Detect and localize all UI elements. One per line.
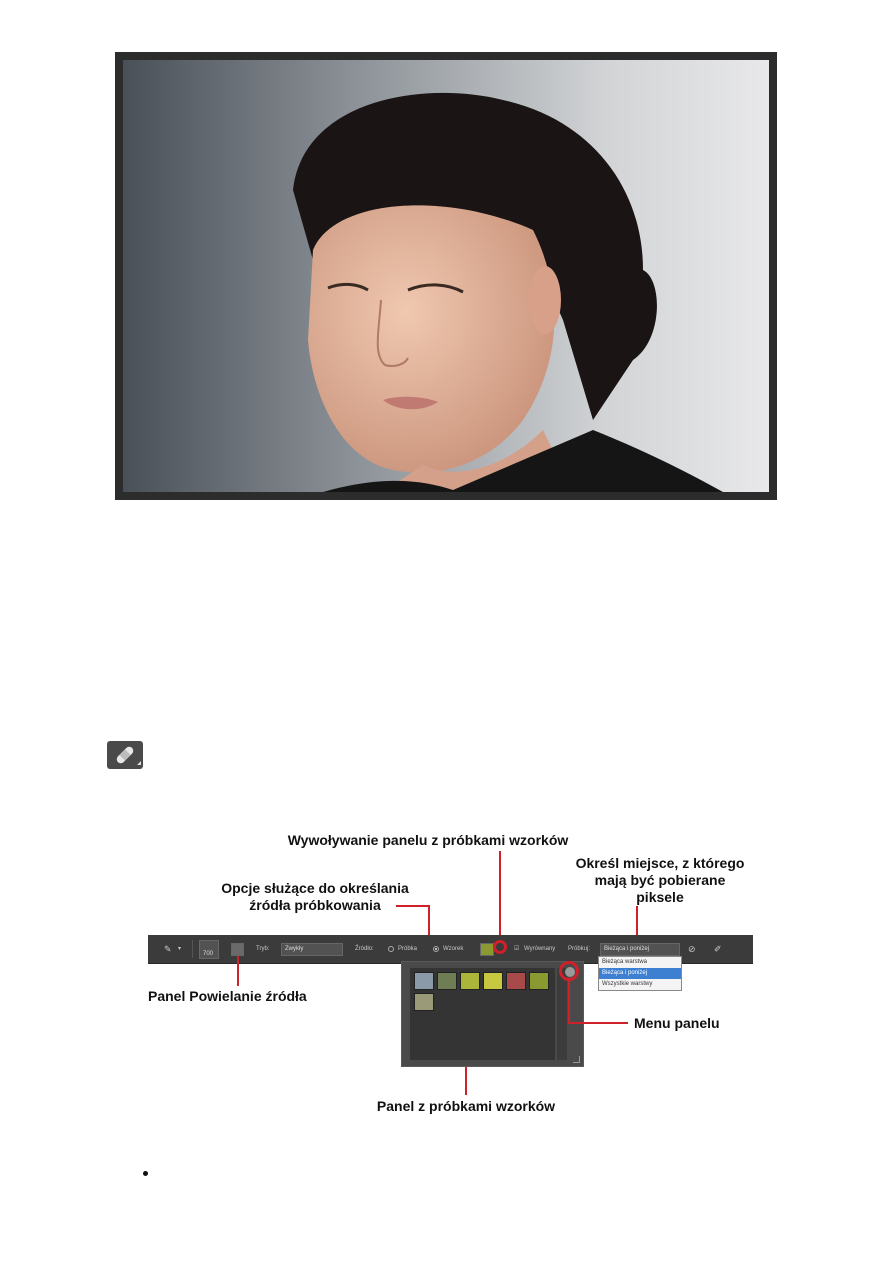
portrait-photo [115,52,777,500]
source-pattern-radio[interactable] [433,946,439,952]
callout-line [568,1022,628,1024]
resize-grip[interactable] [573,1056,580,1063]
sample-label: Próbkuj: [568,946,591,952]
callout-source-options [200,880,430,914]
callout-line-1: Określ miejsce, z którego [575,855,745,871]
brush-size-field[interactable]: 700 [199,940,219,959]
callout-line-2: źródła próbkowania [249,897,381,913]
pattern-swatch[interactable] [414,972,434,990]
highlight-ring [493,940,507,954]
ignore-adjustment-icon[interactable]: ⊘ [688,944,696,954]
callout-line-1: Opcje służące do określania [221,880,409,896]
sample-select[interactable]: Bieżąca i poniżej [600,943,680,956]
callout-line [428,905,430,937]
pattern-swatch[interactable] [506,972,526,990]
callout-line-2: mają być pobierane [594,872,726,888]
pattern-swatch[interactable] [483,972,503,990]
highlight-ring [559,961,579,981]
mode-label: Tryb: [256,946,270,952]
dropdown-option-selected[interactable]: Bieżąca i poniżej [599,968,681,979]
dropdown-option[interactable]: Bieżąca warstwa [602,959,648,965]
callout-line [396,905,430,907]
dropdown-option[interactable]: Wszystkie warstwy [602,981,653,987]
pattern-swatch-panel [401,961,584,1067]
callout-sample-location [565,855,755,906]
source-sample-label: Próbka [398,946,418,952]
callout-line-3: piksele [636,889,684,905]
callout-pattern-trigger: Wywoływanie panelu z próbkami wzorków [287,832,569,848]
callout-line [465,1067,467,1095]
callout-line [237,956,239,986]
pattern-swatch[interactable] [414,993,434,1011]
pencil-icon[interactable]: ✎ [164,944,172,954]
healing-brush-icon [107,741,143,769]
aligned-label: Wyrównany [524,946,556,952]
pattern-swatch[interactable] [460,972,480,990]
source-pattern-label: Wzorek [443,946,464,952]
callout-line [636,906,638,937]
pressure-brush-icon[interactable]: ✐ [714,944,722,954]
panel-scrollbar[interactable] [557,968,567,1060]
portrait-image [123,60,769,492]
pattern-grid [410,968,555,1060]
separator [192,940,193,958]
source-label: Źródło: [355,946,374,952]
source-sample-radio[interactable] [388,946,394,952]
mode-select[interactable]: Zwykły [281,943,343,956]
clone-source-panel-button[interactable] [231,943,244,956]
bullet-marker [143,1171,148,1176]
pattern-swatch[interactable] [437,972,457,990]
callout-pattern-panel: Panel z próbkami wzorków [376,1098,556,1114]
chevron-down-icon[interactable]: ▾ [178,946,182,952]
sample-dropdown-list [598,956,682,991]
pattern-swatch[interactable] [529,972,549,990]
pattern-picker-swatch[interactable] [480,943,494,956]
callout-line [568,980,570,1024]
callout-clone-source-panel: Panel Powielanie źródła [148,988,307,1004]
callout-panel-menu: Menu panelu [634,1015,720,1031]
aligned-checkbox[interactable]: ☑ [514,946,520,952]
callout-line [499,851,501,937]
